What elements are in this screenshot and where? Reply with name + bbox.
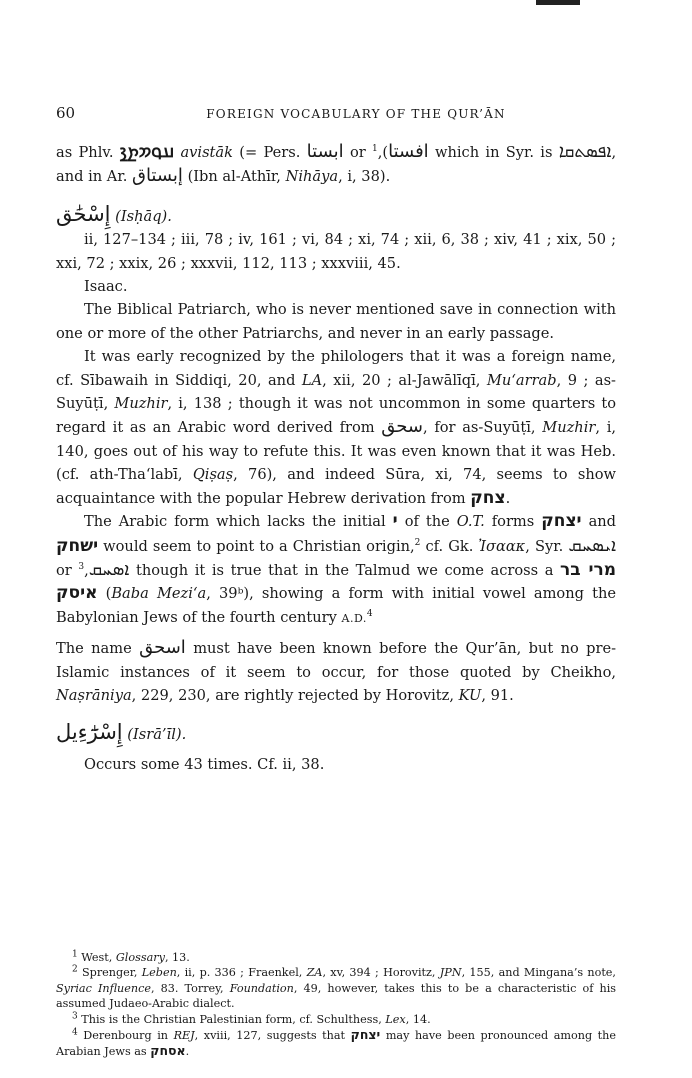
ishaq-refs: ii, 127–134 ; iii, 78 ; iv, 161 ; vi, 84 ; xi, 74 ; xii, 6, 38 ; xiv, 41 ; xix, 50 ; xxi, 72 ; xxix, 26 ; xxxvii, 112, 113 ; xxxviii, 45. bbox=[56, 231, 616, 272]
ishaq-gloss: Isaac. bbox=[84, 278, 128, 296]
entry-translit: (Isrā’īl). bbox=[127, 726, 187, 744]
persian-word-alt: افستا bbox=[388, 141, 429, 162]
israil-heading bbox=[56, 721, 616, 746]
footnote-ref: 2 bbox=[414, 537, 421, 548]
ishaq-paragraph-3: The Arabic form which lacks the initial י of the O.T. forms יצחק and ישחק would seem to point to a Christian origin,$^2$ cf. Gk. Ἰσαακ, Syr. ܐܝܣܚܩ or ܐܣܚܩ,$^3$ though it is true that in the Talmud we come across a מרי בר איסק (Baba Mezi‘a, 39ᵇ), showing a form with initial vowel among the Babylonian Jews of the fourth century A.D.$^4$ bbox=[56, 511, 617, 626]
arabic-word: اسحق bbox=[139, 637, 186, 659]
arabic-word: سحق bbox=[381, 416, 424, 438]
footnote-ref: 1 bbox=[372, 144, 378, 155]
ishaq-paragraph-2: It was early recognized by the philologers that it was a foreign name, cf. Sībawaih in Siddiqi, 20, and LA, xii, 20 ; al-Jawālīqī, Mu‘arrab, 9 ; as-Suyūṭī, Muzhir, i, 138 ; though it was not uncommon in some quarters to regard it as an Arabic word derived from سحق, for as-Suyūṭī, Muzhir, i, 140, goes out of his way to refute this. It was even known that it was Heb. (cf. ath-Tha‘labī, Qiṣaṣ, 76), and indeed Sūra, xi, 74, seems to show acquaintance with the popular Hebrew derivation from צחק. bbox=[56, 348, 617, 508]
hebrew-word: יצחק bbox=[541, 511, 582, 532]
ishaq-paragraph-4: The name اسحق must have been known before the Qur’ān, but no pre-Islamic instances of it seem to occur, for those quoted by Cheikho, Naṣrāniya, 229, 230, are rightly rejected by Horovitz, KU, 91. bbox=[56, 637, 617, 704]
footnote-4: $^4$ Derenbourg in REJ, xviii, 127, suggests that יצחק may have been pronounced among the Arabian Jews as אסחק. bbox=[56, 1027, 616, 1059]
hebrew-phrase: מרי בר איסק bbox=[56, 559, 616, 604]
footnote-ref: 3 bbox=[78, 562, 85, 573]
pahlavi-word: 𐭠𐭯𐭮𐭲𐭪 bbox=[119, 142, 175, 162]
hebrew-word: צחק bbox=[470, 487, 506, 508]
footnote-1: $^1$ West, Glossary, 13. bbox=[72, 949, 190, 964]
footnote-2: $^2$ Sprenger, Leben, ii, p. 336 ; Fraenkel, ZA, xv, 394 ; Horovitz, JPN, 155, and Mingana’s note, Syriac Influence, 83. Torrey, Foundation, 49, however, takes this to be a characteristic of his assumed Judaeo-Arabic dialect. bbox=[56, 964, 617, 1011]
arabic-word: إبستاق bbox=[131, 165, 183, 187]
main-text bbox=[56, 140, 616, 776]
footnotes bbox=[56, 950, 616, 1060]
syriac-word-alt: ܐܣܚܩ bbox=[88, 558, 130, 580]
page-number: 60 bbox=[56, 104, 76, 122]
israil-text: Occurs some 43 times. Cf. ii, 38. bbox=[84, 755, 325, 773]
ishaq-paragraph-1: The Biblical Patriarch, who is never mentioned save in connection with one or more of the other Patriarchs, and never in an early passage. bbox=[56, 301, 616, 342]
scan-artifact bbox=[536, 0, 580, 5]
entry-arabic-headword: إِسْرَٰٓءِيل bbox=[56, 720, 123, 745]
hebrew-word: ישחק bbox=[56, 535, 99, 556]
avista-paragraph: as Phlv. 𐭠𐭯𐭮𐭲𐭪 avistāk (= Pers. ابستا or افستا),$^1$ which in Syr. is ܐܦܣܬܩܐ, and in Ar. إبستاق (Ibn al-Athīr, Nihāya, i, 38). bbox=[56, 141, 617, 187]
syriac-word: ܐܦܣܬܩܐ bbox=[558, 141, 612, 162]
hebrew-word: אסחק bbox=[150, 1043, 186, 1059]
footnote-ref: 4 bbox=[366, 608, 373, 619]
running-header bbox=[56, 104, 616, 124]
greek-word: Ἰσαακ bbox=[478, 537, 526, 555]
ishaq-heading bbox=[56, 203, 616, 228]
persian-word: ابستا bbox=[306, 141, 344, 162]
entry-translit: (Isḥāq). bbox=[115, 207, 172, 225]
entry-arabic-headword: إِسْحَٰق bbox=[56, 201, 111, 226]
running-title: FOREIGN VOCABULARY OF THE QUR’ĀN bbox=[206, 107, 506, 121]
footnote-3: $^3$ This is the Christian Palestinian form, cf. Schulthess, Lex, 14. bbox=[72, 1010, 431, 1026]
hebrew-word: יצחק bbox=[350, 1027, 381, 1043]
syriac-word: ܐܝܣܚܩ bbox=[568, 534, 617, 556]
